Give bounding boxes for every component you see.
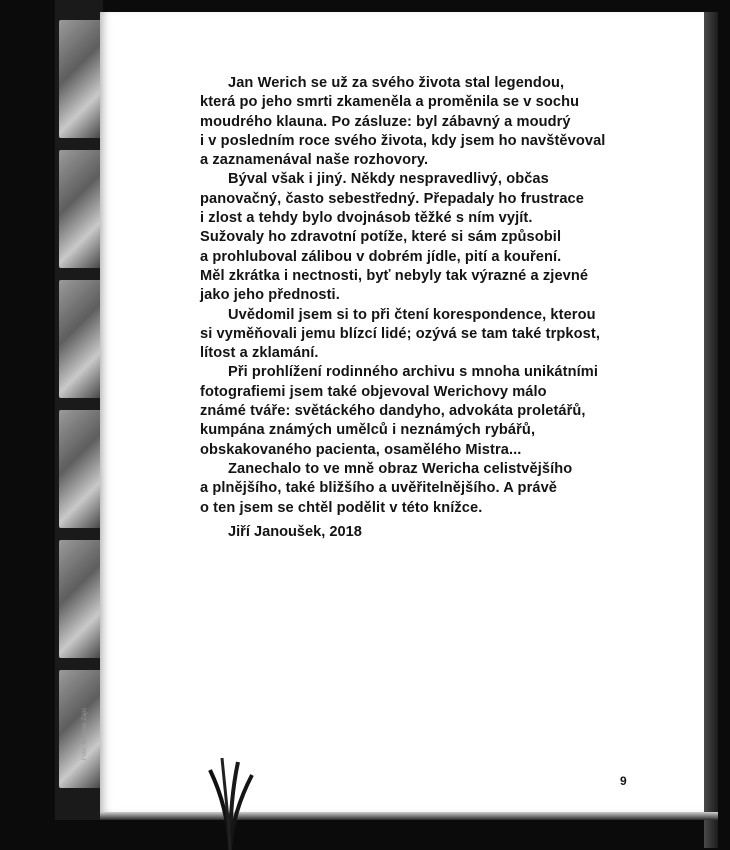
text-line: panovačný, často sebestředný. Přepadaly ho frustrace (200, 190, 584, 207)
film-frame (59, 670, 103, 788)
book-page (100, 12, 704, 812)
author-signature: Jiří Janoušek, 2018 (228, 524, 362, 540)
text-line: která po jeho smrti zkameněla a proměnila se v sochu (200, 94, 580, 111)
film-frame (59, 150, 103, 268)
text-line: Při prohlížení rodinného archivu s mnoha unikátními (228, 364, 598, 381)
text-line: si vyměňovali jemu blízcí lidé; ozývá se tam také trpkost, (200, 325, 600, 342)
text-line: Měl zkrátka i nectnosti, byť nebyly tak výrazné a zjevné (200, 267, 589, 284)
text-line: i zlost a tehdy bylo dvojnásob těžké s ním vyjít. (200, 210, 533, 227)
text-line: známé tváře: světáckého dandyho, advokáta proletářů, (200, 403, 586, 420)
bookmark-ribbon-icon (200, 750, 260, 850)
paragraph (200, 74, 660, 170)
text-line: obskakovaného pacienta, osamělého Mistra... (200, 441, 522, 458)
film-frame (59, 280, 103, 398)
text-line: a prohluboval zálibou v dobrém jídle, pití a kouření. (200, 248, 562, 265)
text-line: moudrého klauna. Po zásluze: byl zábavný a moudrý (200, 113, 571, 130)
page-edge (704, 12, 718, 848)
paragraph (200, 460, 660, 518)
photo-credit: Foto: Miroslav Zajíc (82, 707, 88, 760)
text-line: Zanechalo to ve mně obraz Wericha celistvějšího (228, 460, 573, 477)
text-line: Jan Werich se už za svého života stal legendou, (228, 75, 565, 91)
page-number: 9 (620, 774, 627, 788)
paragraph (200, 170, 660, 305)
text-line: fotografiemi jsem také objevoval Werichovy málo (200, 383, 547, 400)
text-line: lítost a zklamání. (200, 345, 319, 362)
text-line: i v posledním roce svého života, kdy jsem ho navštěvoval (200, 132, 606, 149)
body-text (200, 74, 660, 518)
text-line: jako jeho přednosti. (200, 287, 340, 304)
film-strip-photo (55, 0, 103, 820)
page-bottom-edge (100, 812, 718, 820)
text-line: Býval však i jiný. Někdy nespravedlivý, občas (228, 171, 549, 188)
film-frame (59, 410, 103, 528)
film-frame (59, 540, 103, 658)
paragraph (200, 363, 660, 459)
text-line: a zaznamenával naše rozhovory. (200, 152, 429, 169)
text-line: o ten jsem se chtěl podělit v této knížce. (200, 499, 483, 516)
film-frame (59, 20, 103, 138)
text-line: Uvědomil jsem si to při čtení korespondence, kterou (228, 306, 596, 323)
text-line: Sužovaly ho zdravotní potíže, které si sám způsobil (200, 229, 562, 246)
text-line: kumpána známých umělců i neznámých rybářů, (200, 422, 536, 439)
text-line: a plnějšího, také bližšího a uvěřitelnějšího. A právě (200, 480, 558, 497)
paragraph (200, 306, 660, 364)
